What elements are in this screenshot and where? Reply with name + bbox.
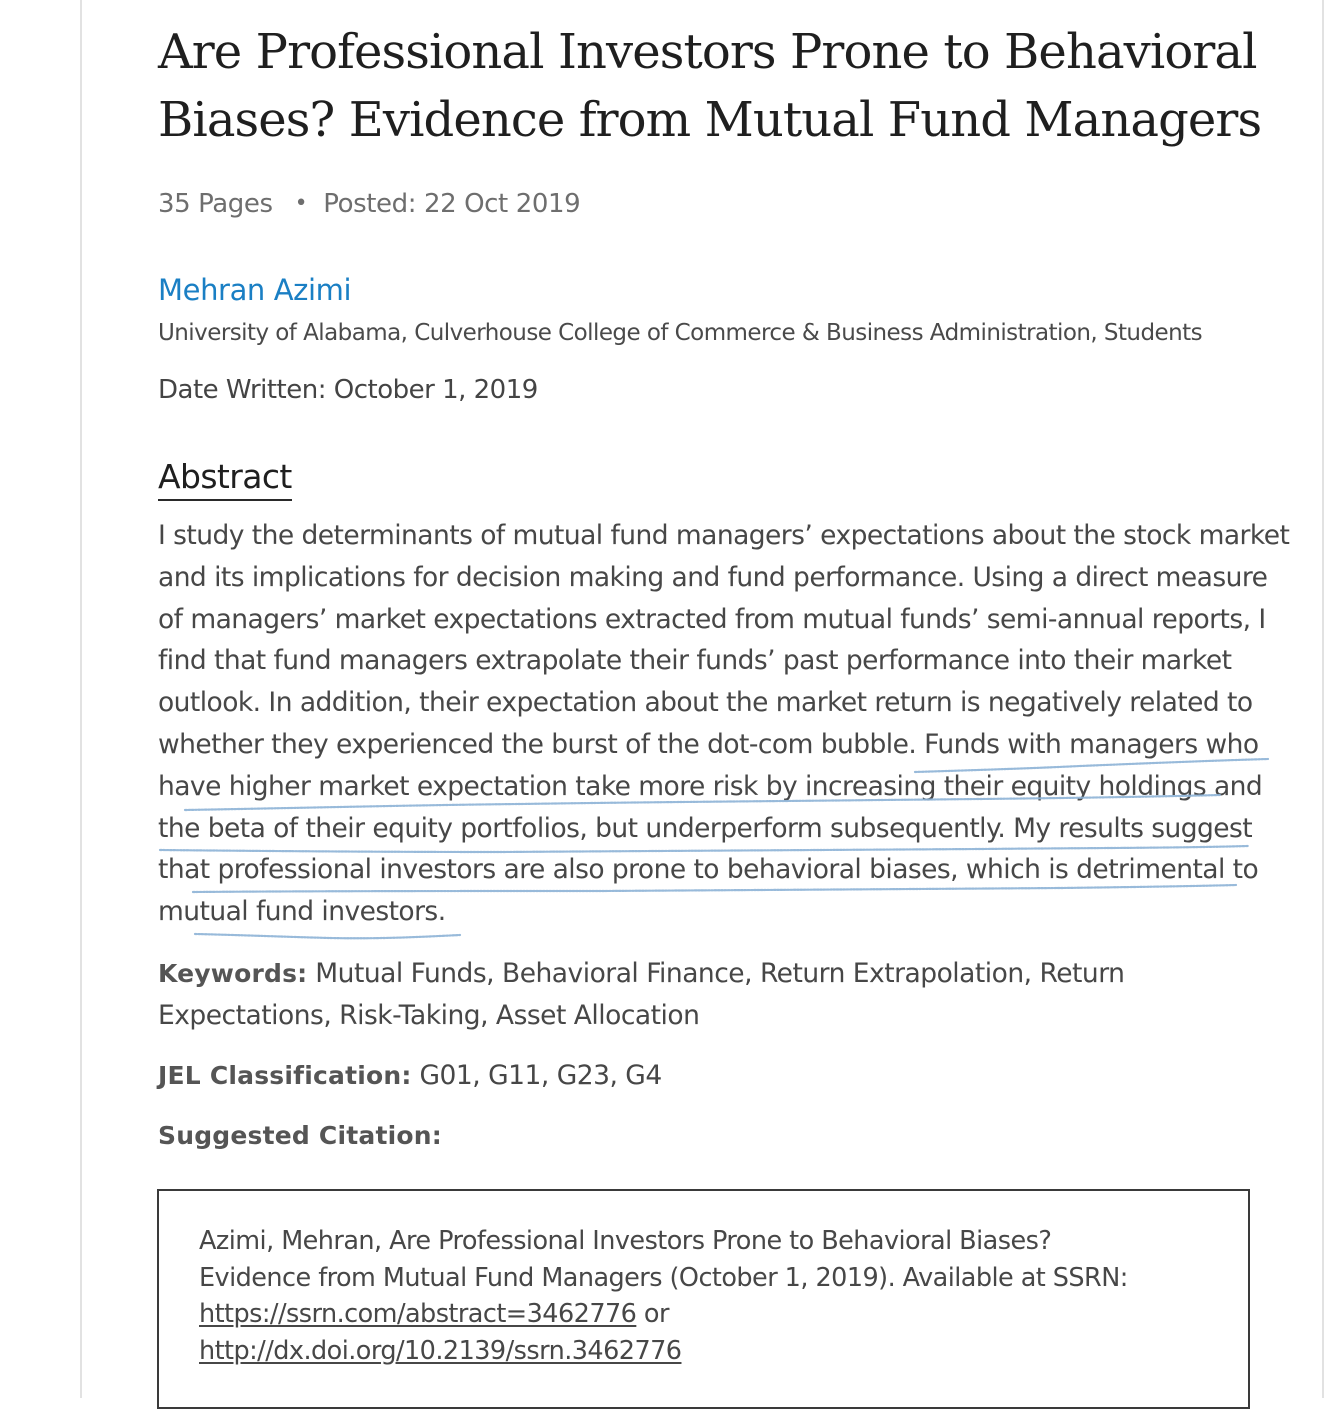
jel-section	[158, 1055, 1268, 1097]
abstract-line: mutual fund investors.	[158, 896, 446, 928]
author-affiliation: University of Alabama, Culverhouse College of Commerce & Business Administration, Students	[158, 320, 1203, 346]
citation-text	[199, 1223, 1128, 1369]
keywords-section	[158, 953, 1268, 1037]
abstract-line: have higher market expectation take more risk by increasing their equity holdings and	[158, 770, 1263, 802]
keywords-line	[158, 953, 1268, 995]
ssrn-abstract-link[interactable]: https://ssrn.com/abstract=3462776	[199, 1299, 637, 1329]
citation-links-line	[199, 1296, 1128, 1333]
citation-line: Evidence from Mutual Fund Managers (October 1, 2019). Available at SSRN:	[199, 1262, 1128, 1293]
abstract-line: find that fund managers extrapolate their funds’ past performance into their market	[158, 645, 1232, 677]
paper-meta	[158, 184, 580, 224]
citation-or: or	[643, 1299, 669, 1329]
citation-line: Azimi, Mehran, Are Professional Investors Prone to Behavioral Biases?	[199, 1226, 1052, 1256]
abstract-line: I study the determinants of mutual fund managers’ expectations about the stock market	[158, 520, 1290, 551]
abstract-heading: Abstract	[158, 455, 292, 501]
citation-doi-line	[199, 1333, 1128, 1370]
page-count: 35 Pages	[158, 189, 273, 219]
abstract-line: whether they experienced the burst of the dot-com bubble. Funds with managers who	[158, 728, 1259, 760]
jel-value: G01, G11, G23, G4	[419, 1060, 662, 1091]
citation-box	[157, 1189, 1250, 1409]
date-written: Date Written: October 1, 2019	[158, 375, 538, 405]
abstract-line: and its implications for decision making and fund performance. Using a direct measure	[158, 561, 1268, 593]
abstract-line: that professional investors are also prone to behavioral biases, which is detrimental to	[158, 854, 1259, 886]
abstract-line: the beta of their equity portfolios, but underperform subsequently. My results suggest	[158, 812, 1253, 844]
abstract-body	[158, 515, 1290, 933]
paper-title: Are Professional Investors Prone to Behavioral Biases? Evidence from Mutual Fund Managers	[158, 24, 1262, 148]
keywords-value-part1: Mutual Funds, Behavioral Finance, Return Extrapolation, Return	[315, 958, 1125, 989]
doi-link[interactable]: http://dx.doi.org/10.2139/ssrn.3462776	[199, 1335, 682, 1366]
jel-label: JEL Classification:	[158, 1061, 412, 1090]
suggested-citation-label: Suggested Citation:	[158, 1121, 442, 1150]
abstract-line: outlook. In addition, their expectation about the market return is negatively related to	[158, 687, 1253, 719]
keywords-value-part2: Expectations, Risk-Taking, Asset Allocation	[158, 1000, 700, 1031]
suggested-citation-section	[158, 1115, 1268, 1157]
author-link[interactable]: Mehran Azimi	[158, 273, 352, 307]
keywords-label: Keywords:	[158, 959, 308, 988]
meta-separator: •	[294, 191, 308, 216]
abstract-line: of managers’ market expectations extracted from mutual funds’ semi-annual reports, I	[158, 603, 1266, 635]
posted-date: Posted: 22 Oct 2019	[323, 189, 581, 219]
